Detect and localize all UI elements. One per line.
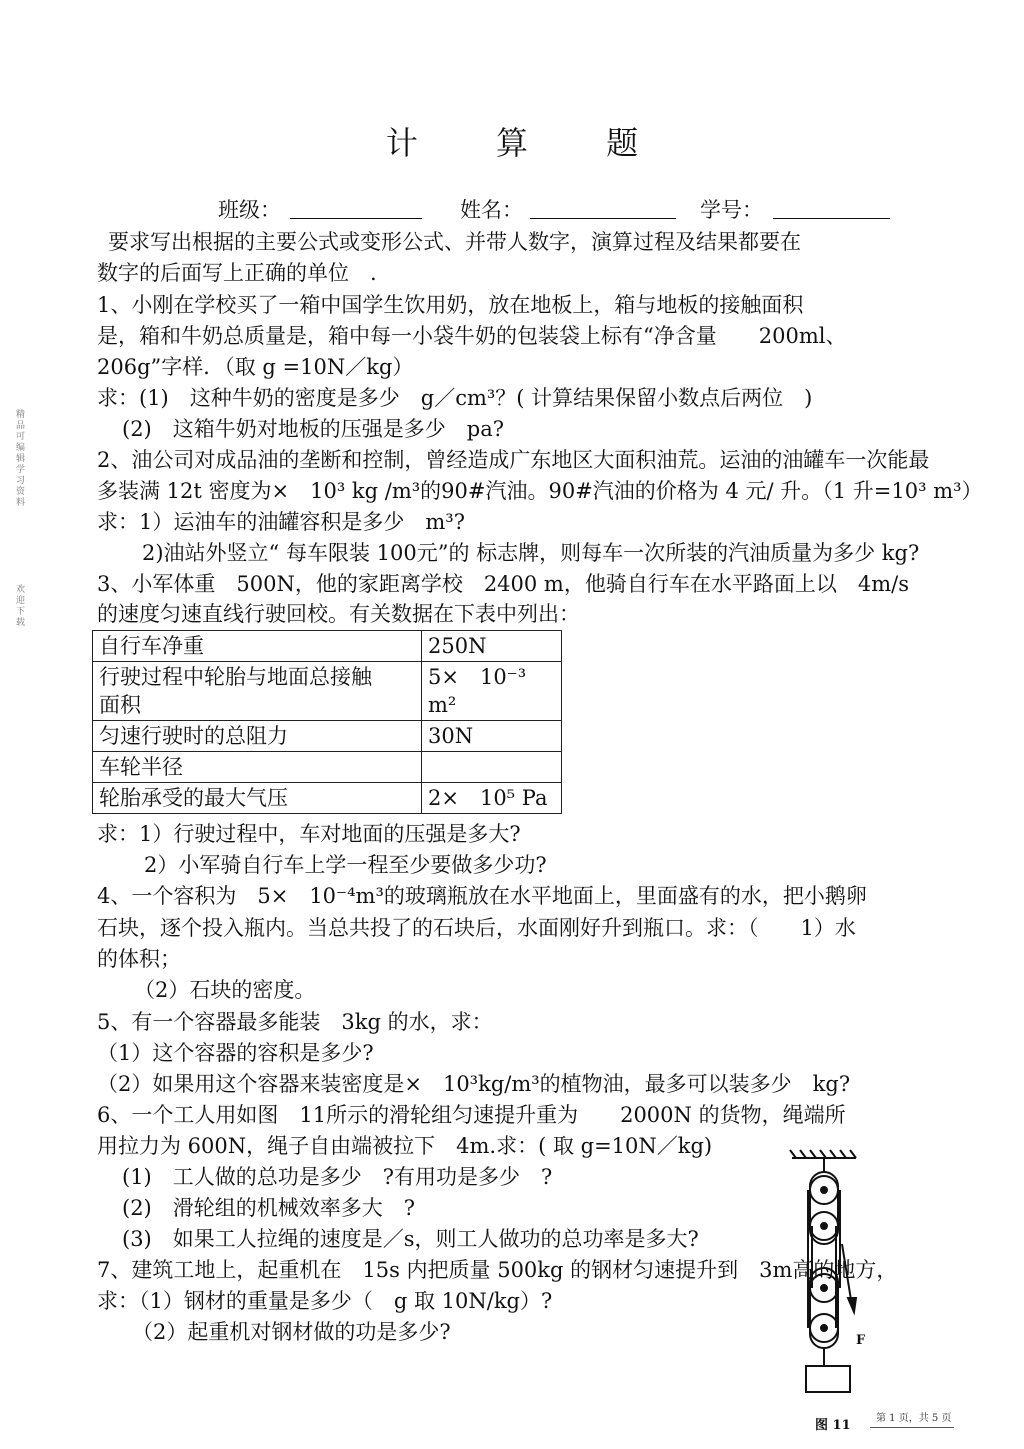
problem3-line: 的速度匀速直线行驶回校。有关数据在下表中列出： (97, 602, 580, 626)
problem6-question: (1) 工人做的总功是多少 ?有用功是多少 ? (122, 1165, 553, 1189)
table-row (93, 721, 562, 752)
table-value: 250N (422, 631, 562, 662)
footer-divider (870, 1427, 954, 1428)
problem7-question: （2）起重机对钢材做的功是多少? (132, 1320, 451, 1344)
instruction-line: 数字的后面写上正确的单位 . (97, 261, 377, 285)
problem5-question: （1）这个容器的容积是多少? (97, 1041, 374, 1065)
id-label: 学号： (700, 198, 763, 222)
class-blank[interactable] (290, 218, 422, 219)
problem1-question: (2) 这箱牛奶对地板的压强是多少 pa? (122, 417, 504, 441)
table-value: 2× 10⁵ Pa (422, 783, 562, 814)
problem5-line: 5、有一个容器最多能装 3kg 的水，求： (97, 1010, 493, 1034)
class-label: 班级： (218, 198, 281, 222)
problem7-question: 求：（1）钢材的重量是多少（ g 取 10N/kg）? (97, 1289, 553, 1313)
table-row (93, 783, 562, 814)
problem3-line: 3、小军体重 500N，他的家距离学校 2400 m，他骑自行车在水平路面上以 4m/s (97, 572, 909, 596)
problem2-line: 2、油公司对成品油的垄断和控制，曾经造成广东地区大面积油荒。运油的油罐车一次能最 (97, 448, 930, 472)
table-key: 轮胎承受的最大气压 (93, 783, 422, 814)
problem6-line: 6、一个工人用如图 11所示的滑轮组匀速提升重为 2000N 的货物，绳端所 (97, 1103, 846, 1127)
table-value: 5× 10⁻³ m² (422, 662, 562, 721)
problem2-line: 多装满 12t 密度为× 10³ kg /m³的90#汽油。90#汽油的价格为 4 元/ 升。（1 升=10³ m³） (97, 479, 983, 503)
problem2-question: 求：1）运油车的油罐容积是多少 m³? (97, 510, 465, 534)
problem6-question: (2) 滑轮组的机械效率多大 ? (122, 1196, 416, 1220)
problem3-question: 2）小军骑自行车上学一程至少要做多少功? (144, 853, 547, 877)
force-label: F (856, 1333, 866, 1348)
page-footer: 第 1 页，共 5 页 (876, 1413, 952, 1424)
table-key-part: 行驶过程中轮胎与地面总接触 (99, 665, 372, 689)
problem2-question: 2)油站外竖立“ 每车限装 100元”的 标志牌，则每车一次所装的汽油质量为多少 kg? (142, 541, 920, 565)
figure-caption: 图 11 (815, 1418, 851, 1433)
id-blank[interactable] (773, 218, 890, 219)
page-title: 计 算 题 (385, 124, 673, 162)
problem1-line: 206g”字样．（取 g =10N／kg） (97, 355, 414, 379)
problem4-question: （2）石块的密度。 (134, 978, 316, 1002)
table-key (93, 662, 422, 721)
problem1-line: 是，箱和牛奶总质量是，箱中每一小袋牛奶的包装袋上标有“净含量 200ml、 (97, 324, 847, 348)
table-key: 车轮半径 (93, 752, 422, 783)
side-watermark: 欢迎下载 (16, 585, 26, 628)
problem4-line: 4、一个容积为 5× 10⁻⁴m³的玻璃瓶放在水平地面上，里面盛有的水，把小鹅卵 (97, 884, 867, 908)
pulley-system-figure (770, 1148, 870, 1410)
table-key: 自行车净重 (93, 631, 422, 662)
name-blank[interactable] (530, 218, 676, 219)
problem5-question: （2）如果用这个容器来装密度是× 10³kg/m³的植物油，最多可以装多少 kg? (97, 1072, 851, 1096)
name-label: 姓名： (460, 198, 523, 222)
problem6-question: (3) 如果工人拉绳的速度是／s，则工人做功的总功率是多大? (122, 1227, 699, 1251)
problem6-line: 用拉力为 600N，绳子自由端被拉下 4m.求：( 取 g=10N／kg) (97, 1134, 713, 1158)
problem1-question: 求：(1) 这种牛奶的密度是多少 g／cm³？( 计算结果保留小数点后两位 ) (97, 386, 813, 410)
table-key: 匀速行驶时的总阻力 (93, 721, 422, 752)
instruction-line: 要求写出根据的主要公式或变形公式、并带人数字，演算过程及结果都要在 (108, 230, 801, 254)
table-row (93, 631, 562, 662)
table-key-part: 面积 (99, 693, 141, 717)
table-row (93, 662, 562, 721)
problem1-line: 1、小刚在学校买了一箱中国学生饮用奶，放在地板上，箱与地板的接触面积 (97, 293, 804, 317)
table-row (93, 752, 562, 783)
problem4-line: 石块，逐个投入瓶内。当总共投了的石块后，水面刚好升到瓶口。求：（ 1）水 (97, 916, 856, 940)
problem3-question: 求：1）行驶过程中，车对地面的压强是多大? (97, 822, 521, 846)
table-value (422, 752, 562, 783)
problem7-line: 7、建筑工地上，起重机在 15s 内把质量 500kg 的钢材匀速提升到 3m高的地方， (97, 1258, 898, 1282)
table-value: 30N (422, 721, 562, 752)
bicycle-data-table (92, 630, 562, 814)
side-watermark: 精品可编辑学习资料 (16, 410, 26, 508)
problem4-line: 的体积； (97, 947, 181, 971)
